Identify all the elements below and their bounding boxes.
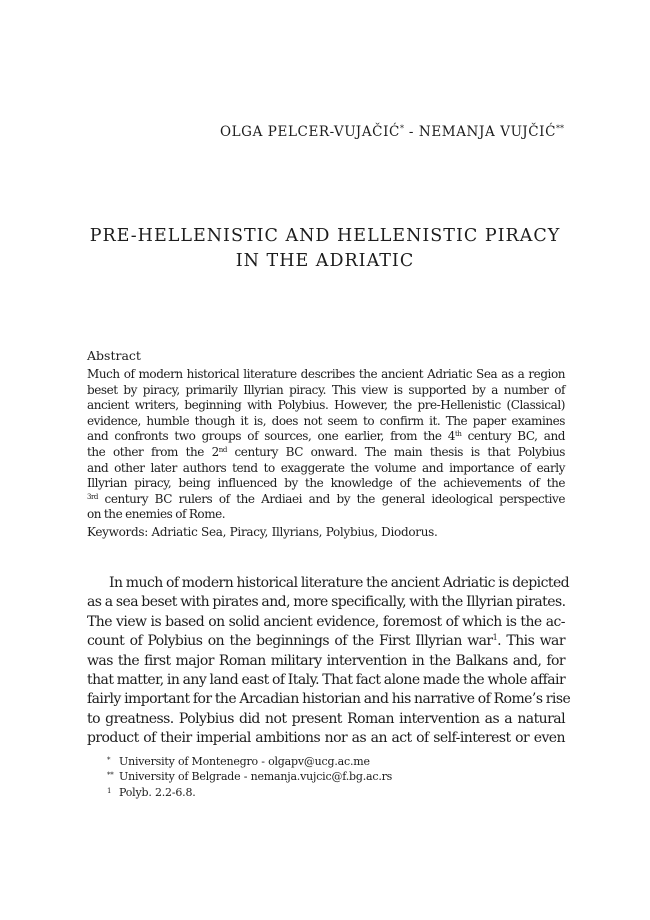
superscript: nd — [218, 445, 227, 454]
title-line: IN THE ADRIATIC — [235, 251, 415, 271]
text-fragment: century BC, and — [461, 429, 565, 444]
superscript: th — [454, 430, 462, 439]
footnote-marker: * — [399, 124, 404, 133]
text-line: evidence, humble though it is, does not seem to confirm it. The paper examines — [87, 413, 565, 428]
author-line — [220, 124, 564, 140]
text-line: was the first major Roman military intervention in the Balkans and, for — [87, 652, 565, 669]
text-line: Much of modern historical literature describes the ancient Adriatic Sea as a region — [87, 367, 565, 381]
abstract-heading: Abstract — [87, 348, 141, 363]
text-line: to greatness. Polybius did not present Roman intervention as a natural — [87, 710, 565, 727]
footnote: 1 Polyb. 2.2-6.8. — [107, 785, 196, 799]
text-line: that matter, in any land east of Italy. That fact alone made the whole affair — [87, 671, 566, 688]
keywords: Keywords: Adriatic Sea, Piracy, Illyrians, Polybius, Diodorus. — [87, 525, 438, 539]
text-fragment: and confronts two groups of sources, one earlier, from the 4 — [87, 429, 455, 444]
title-line: PRE-HELLENISTIC AND HELLENISTIC PIRACY — [89, 226, 561, 246]
superscript: 1 — [492, 633, 498, 643]
footnote: ** University of Belgrade - nemanja.vujcic@f.bg.ac.rs — [107, 770, 393, 784]
superscript: 3rd — [87, 492, 98, 501]
text-line: as a sea beset with pirates and, more specifically, with the Illyrian pirates. — [87, 594, 566, 611]
text-line: beset by piracy, primarily Illyrian piracy. This view is supported by a number of — [87, 382, 565, 397]
text-fragment: century BC onward. The main thesis is that Polybius — [226, 444, 566, 459]
author-separator: - — [403, 124, 419, 140]
footnote-marker: ** — [556, 124, 564, 133]
text-line — [87, 492, 565, 508]
text-line: In much of modern historical literature the ancient Adriatic is depicted — [109, 575, 570, 591]
body-text — [87, 574, 571, 749]
footnote-text: University of Montenegro - olgapv@ucg.ac.me — [119, 755, 370, 768]
footnote-text: Polyb. 2.2-6.8. — [119, 785, 196, 799]
text-line: on the enemies of Rome. — [87, 507, 226, 522]
text-line: The view is based on solid ancient evidence, foremost of which is the ac- — [87, 613, 565, 630]
text-fragment: . This war — [497, 633, 565, 650]
abstract-text — [87, 367, 565, 523]
text-line — [87, 445, 565, 461]
text-line: product of their imperial ambitions nor as an act of self-interest or even — [87, 730, 565, 747]
text-line — [87, 632, 565, 651]
text-fragment: the other from the 2 — [87, 444, 219, 459]
text-line: and other later authors tend to exaggerate the volume and importance of early — [87, 460, 565, 475]
footnote: * University of Montenegro - olgapv@ucg.ac.me — [107, 755, 370, 768]
text-line: ancient writers, beginning with Polybius. However, the pre-Hellenistic (Classical) — [87, 398, 565, 413]
text-fragment: century BC rulers of the Ardiaei and by the general ideological perspective — [97, 491, 565, 506]
paper-title — [60, 224, 590, 274]
text-line: Illyrian piracy, being influenced by the knowledge of the achievements of the — [87, 476, 565, 491]
footnote-text: University of Belgrade - nemanja.vujcic@f.bg.ac.rs — [119, 770, 393, 784]
text-fragment: count of Polybius on the beginnings of the First Illyrian war — [87, 633, 493, 650]
author-name: OLGA PELCER-VUJAČIĆ — [219, 124, 400, 140]
author-name: NEMANJA VUJČIĆ — [418, 124, 556, 140]
text-line — [87, 429, 565, 445]
text-line: fairly important for the Arcadian historian and his narrative of Rome’s rise — [87, 691, 571, 708]
footnotes — [107, 754, 392, 800]
